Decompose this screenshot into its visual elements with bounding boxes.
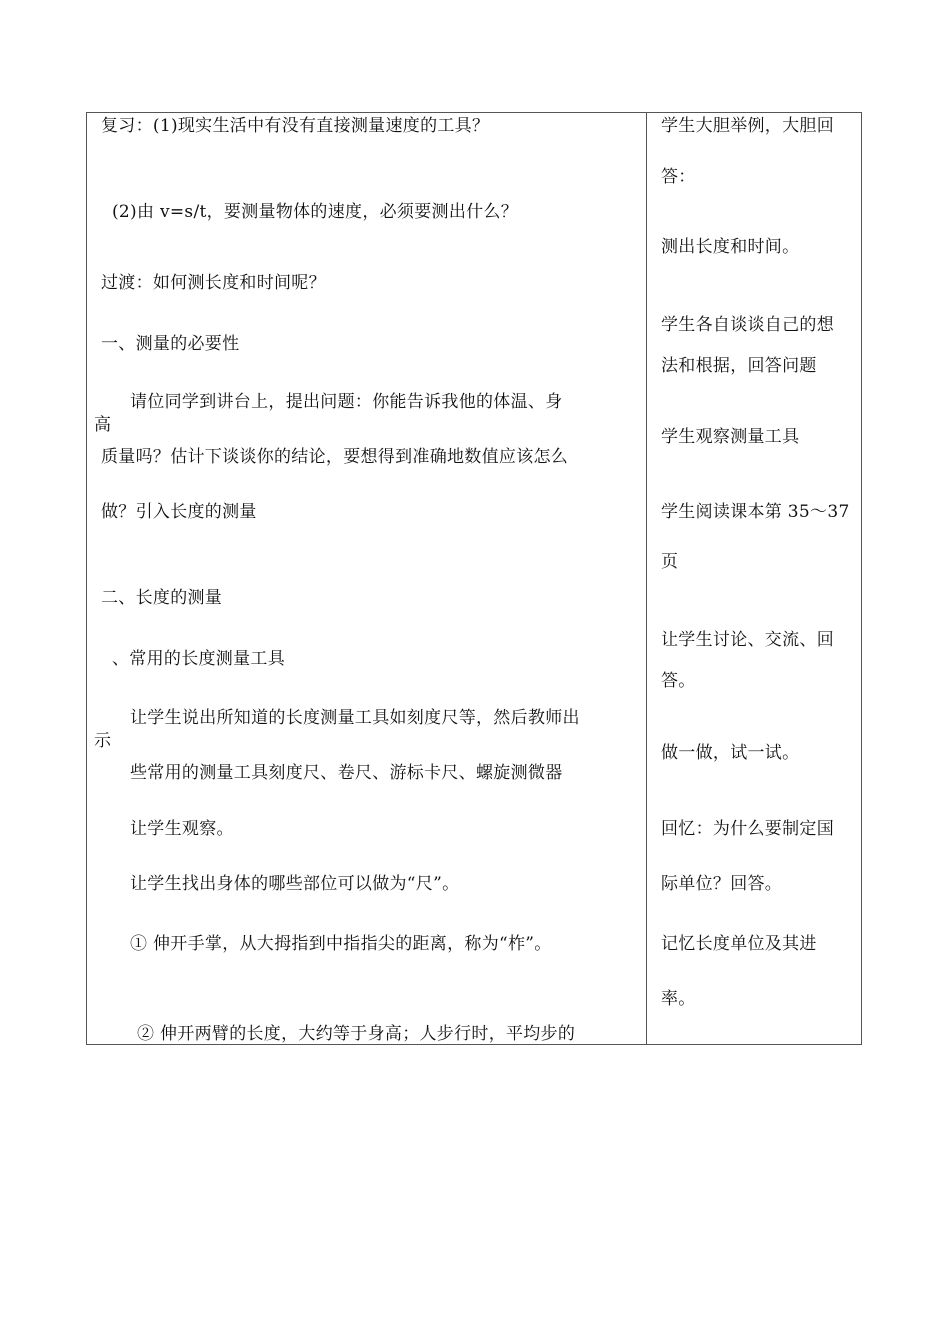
transition-text: 过渡：如何测长度和时间呢？ (101, 273, 326, 293)
section-2-paragraph-3: 让学生观察。 (130, 819, 234, 839)
review-question-1: 复习：(1)现实生活中有没有直接测量速度的工具？ (101, 116, 490, 136)
section-2-paragraph-4: 让学生找出身体的哪些部位可以做为“尺”。 (130, 874, 460, 894)
section-1-cut-char: 高 (94, 415, 111, 435)
right-note-8b: 际单位？回答。 (661, 874, 783, 894)
section-1-paragraph-3: 做？引入长度的测量 (101, 502, 257, 522)
right-note-2: 测出长度和时间。 (661, 237, 800, 257)
right-note-6b: 答。 (661, 671, 696, 691)
section-2-paragraph-2: 些常用的测量工具刻度尺、卷尺、游标卡尺、螺旋测微器 (130, 763, 563, 783)
right-note-5a: 学生阅读课本第 35～37 (661, 502, 850, 522)
list-item-2: ② 伸开两臂的长度，大约等于身高；人步行时，平均步的 (137, 1024, 576, 1044)
section-2-title: 二、长度的测量 (101, 588, 223, 608)
right-note-3a: 学生各自谈谈自己的想 (661, 315, 834, 335)
right-note-1a: 学生大胆举例，大胆回 (661, 116, 834, 136)
right-note-1b: 答： (661, 167, 696, 187)
right-note-5b: 页 (661, 552, 679, 572)
section-1-paragraph-2: 质量吗？估计下谈谈你的结论，要想得到准确地数值应该怎么 (101, 447, 569, 467)
section-2-cut-char: 示 (94, 731, 111, 751)
right-note-8a: 回忆：为什么要制定国 (661, 819, 834, 839)
section-1-title: 一、测量的必要性 (101, 334, 240, 354)
right-note-7: 做一做，试一试。 (661, 743, 800, 763)
right-note-3b: 法和根据，回答问题 (661, 356, 817, 376)
review-question-2: (2)由 v=s/t，要测量物体的速度，必须要测出什么？ (112, 202, 519, 222)
right-note-9b: 率。 (661, 989, 696, 1009)
right-note-4: 学生观察测量工具 (661, 427, 800, 447)
section-2-paragraph-1: 让学生说出所知道的长度测量工具如刻度尺等，然后教师出 (130, 708, 580, 728)
section-1-paragraph-1: 请位同学到讲台上，提出问题：你能告诉我他的体温、身 (130, 392, 563, 412)
section-2-subtitle: 、常用的长度测量工具 (112, 649, 285, 669)
column-divider (646, 113, 647, 1044)
right-note-6a: 让学生讨论、交流、回 (661, 630, 834, 650)
right-note-9a: 记忆长度单位及其进 (661, 934, 817, 954)
list-item-1: ① 伸开手掌，从大拇指到中指指尖的距离，称为“柞”。 (130, 934, 552, 954)
